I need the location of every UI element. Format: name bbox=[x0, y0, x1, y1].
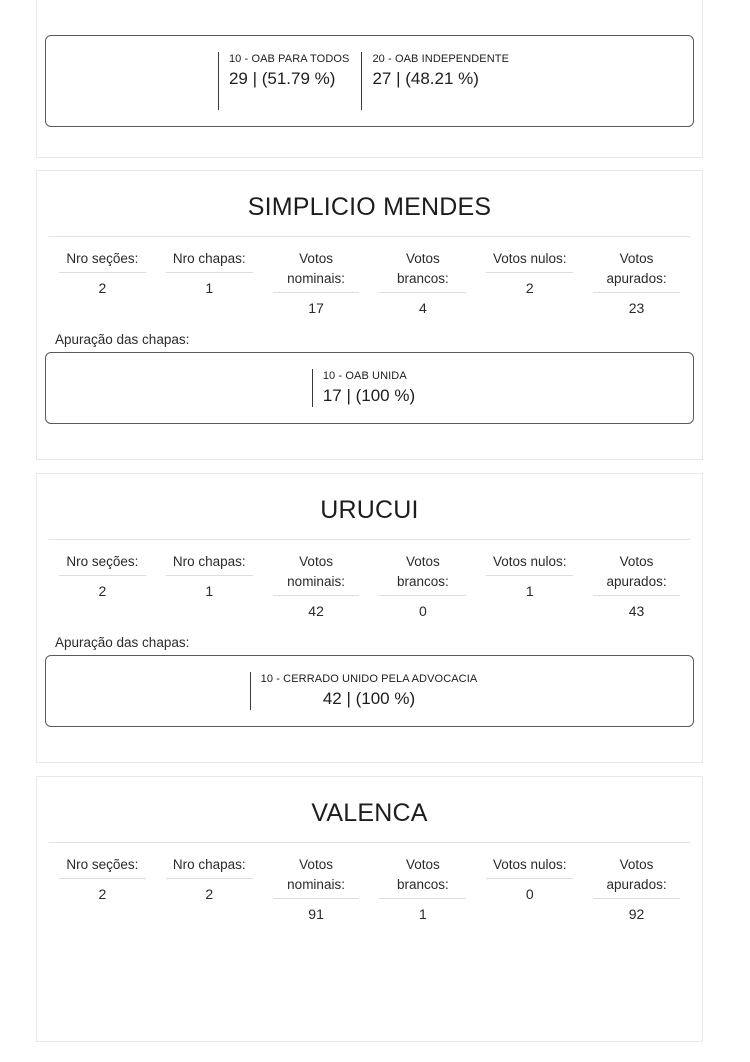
stat-label: Votos apurados: bbox=[593, 552, 680, 596]
stat-value: 42 bbox=[308, 603, 324, 619]
stat-label: Votos nominais: bbox=[273, 855, 360, 899]
apuracao-label: Apuração das chapas: bbox=[55, 635, 190, 650]
stats-row bbox=[37, 843, 702, 924]
stat-value: 91 bbox=[308, 906, 324, 922]
stat-votos-nominais bbox=[263, 552, 370, 621]
stat-label: Votos nominais: bbox=[273, 552, 360, 596]
stat-label: Votos brancos: bbox=[379, 552, 466, 596]
chapas-list bbox=[218, 36, 521, 126]
stat-value: 2 bbox=[98, 886, 107, 902]
stat-label: Votos nulos: bbox=[486, 552, 573, 576]
stats-row bbox=[37, 237, 702, 318]
stat-nro-secoes bbox=[49, 249, 156, 318]
stat-value: 1 bbox=[205, 280, 214, 296]
municipality-card bbox=[36, 776, 703, 1042]
stat-value: 1 bbox=[525, 583, 534, 599]
stat-value: 1 bbox=[205, 583, 214, 599]
stat-votos-nulos bbox=[476, 552, 583, 621]
stat-label: Votos nulos: bbox=[486, 249, 573, 273]
chapa-name: 10 - OAB PARA TODOS bbox=[228, 53, 350, 65]
stat-votos-apurados bbox=[583, 552, 690, 621]
stat-nro-chapas bbox=[156, 855, 263, 924]
stat-label: Nro chapas: bbox=[166, 552, 253, 576]
stat-value: 17 bbox=[308, 300, 324, 316]
card-footer-space bbox=[37, 727, 702, 751]
stat-nro-secoes bbox=[49, 552, 156, 621]
stat-label: Nro chapas: bbox=[166, 249, 253, 273]
stat-label: Votos apurados: bbox=[593, 855, 680, 899]
chapas-list bbox=[250, 656, 490, 726]
stat-value: 92 bbox=[628, 906, 645, 922]
stat-label: Nro seções: bbox=[59, 249, 146, 273]
chapa-name: 10 - CERRADO UNIDO PELA ADVOCACIA bbox=[260, 673, 478, 685]
stat-votos-apurados bbox=[583, 855, 690, 924]
chapa-item[interactable] bbox=[361, 52, 521, 110]
stat-value: 0 bbox=[525, 886, 534, 902]
stat-value: 4 bbox=[419, 300, 427, 316]
chapas-box bbox=[45, 655, 694, 727]
chapa-name: 10 - OAB UNIDA bbox=[322, 370, 407, 382]
stat-value: 23 bbox=[628, 300, 645, 316]
stat-value: 1 bbox=[419, 906, 427, 922]
apuracao-label: Apuração das chapas: bbox=[55, 332, 190, 347]
chapa-item[interactable] bbox=[312, 369, 427, 407]
stat-value: 2 bbox=[98, 280, 107, 296]
municipality-card bbox=[36, 0, 703, 158]
chapas-box bbox=[45, 35, 694, 127]
chapa-votes: 42 | (100 %) bbox=[322, 689, 416, 708]
stat-label: Votos apurados: bbox=[593, 249, 680, 293]
stat-value: 2 bbox=[525, 280, 534, 296]
stat-nro-chapas bbox=[156, 552, 263, 621]
stat-votos-nominais bbox=[263, 249, 370, 318]
card-footer-space bbox=[37, 424, 702, 448]
chapa-item[interactable] bbox=[218, 52, 362, 110]
stat-nro-secoes bbox=[49, 855, 156, 924]
municipality-title: VALENCA bbox=[311, 799, 428, 827]
chapa-votes: 29 | (51.79 %) bbox=[228, 69, 336, 88]
chapa-name: 20 - OAB INDEPENDENTE bbox=[372, 53, 510, 65]
stat-label: Votos nulos: bbox=[486, 855, 573, 879]
municipality-card bbox=[36, 473, 703, 763]
stat-votos-nulos bbox=[476, 855, 583, 924]
stat-value: 0 bbox=[419, 603, 427, 619]
stat-label: Votos brancos: bbox=[379, 855, 466, 899]
chapa-votes: 27 | (48.21 %) bbox=[372, 69, 479, 88]
stat-value: 43 bbox=[628, 603, 645, 619]
municipality-title: SIMPLICIO MENDES bbox=[247, 193, 492, 221]
chapa-item[interactable] bbox=[250, 672, 490, 710]
stat-votos-brancos bbox=[369, 552, 476, 621]
stat-votos-brancos bbox=[369, 249, 476, 318]
chapas-list bbox=[312, 353, 427, 423]
municipality-title: URUCUI bbox=[320, 496, 419, 524]
stat-votos-brancos bbox=[369, 855, 476, 924]
stat-nro-chapas bbox=[156, 249, 263, 318]
stat-votos-nulos bbox=[476, 249, 583, 318]
stat-value: 2 bbox=[205, 886, 214, 902]
stat-votos-apurados bbox=[583, 249, 690, 318]
stats-row bbox=[37, 540, 702, 621]
stat-label: Nro seções: bbox=[59, 855, 146, 879]
stat-value: 2 bbox=[98, 583, 107, 599]
stat-label: Nro seções: bbox=[59, 552, 146, 576]
stat-label: Nro chapas: bbox=[166, 855, 253, 879]
stat-label: Votos brancos: bbox=[379, 249, 466, 293]
municipality-card bbox=[36, 170, 703, 460]
stat-label: Votos nominais: bbox=[273, 249, 360, 293]
stat-votos-nominais bbox=[263, 855, 370, 924]
chapa-votes: 17 | (100 %) bbox=[322, 386, 416, 405]
chapas-box bbox=[45, 352, 694, 424]
